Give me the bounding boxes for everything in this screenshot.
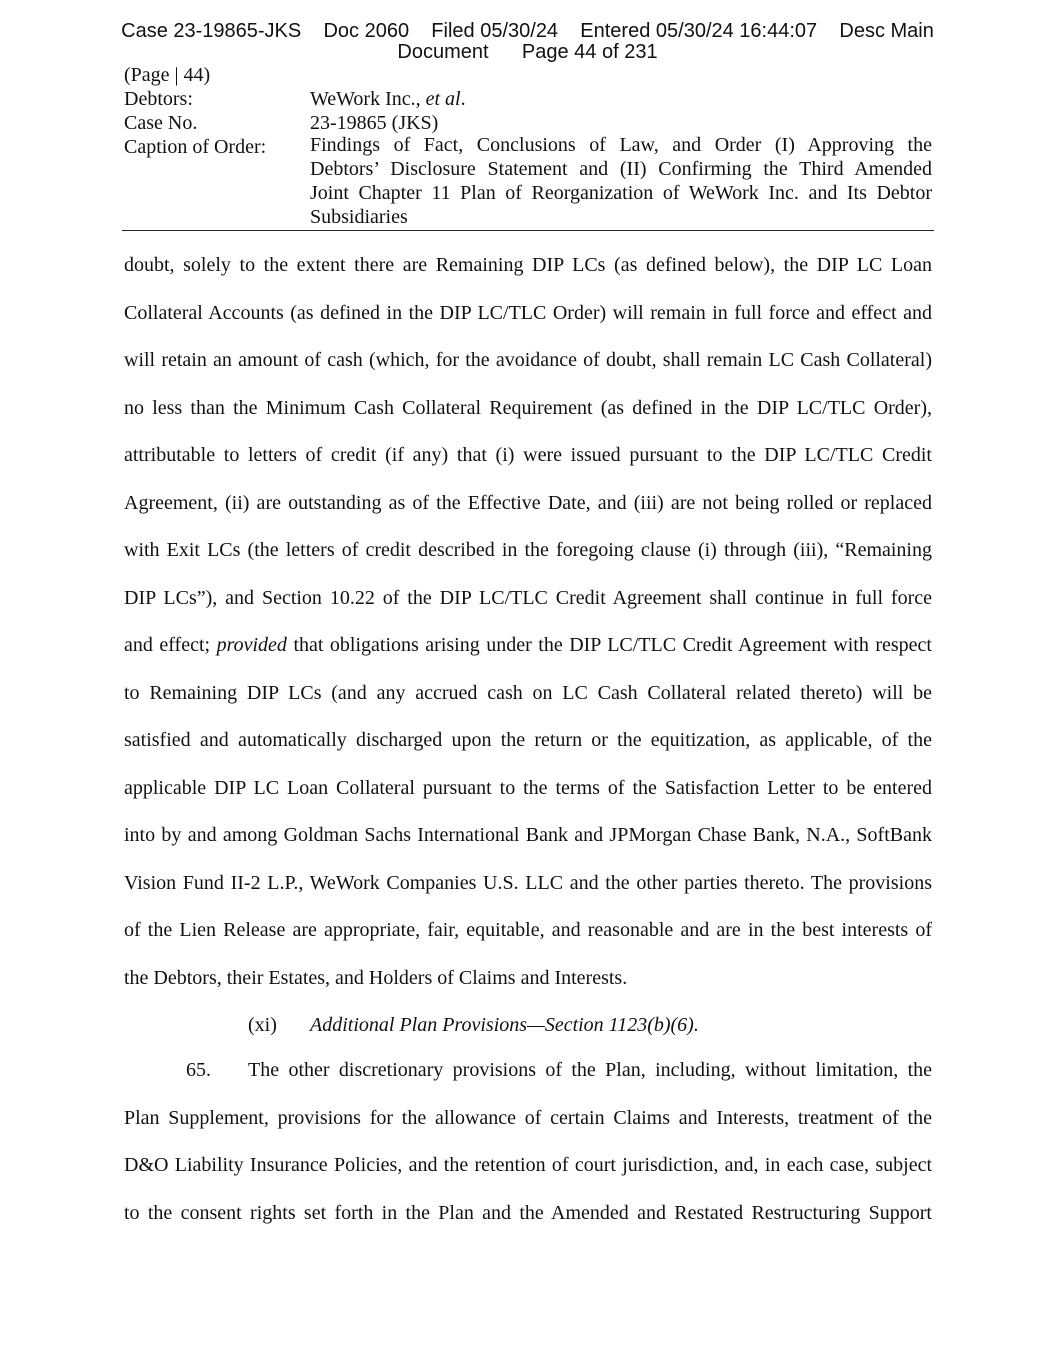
- body-line: with Exit LCs (the letters of credit described in the foregoing clause (i) through (iii), “Remaining: [124, 539, 932, 561]
- body-line: Collateral Accounts (as defined in the DIP LC/TLC Order) will remain in full force and effect and: [124, 301, 932, 324]
- caption-line: Joint Chapter 11 Plan of Reorganization of WeWork Inc. and Its Debtor: [310, 182, 932, 204]
- paragraph-number: 65.: [186, 1059, 211, 1081]
- paragraph-65-first-line: 65. The other discretionary provisions of the Plan, including, without limitation, the: [124, 1058, 932, 1106]
- caption-line: Subsidiaries: [310, 206, 408, 228]
- body-line: applicable DIP LC Loan Collateral pursuant to the terms of the Satisfaction Letter to be entered: [124, 776, 932, 799]
- body-line: DIP LCs”), and Section 10.22 of the DIP LC/TLC Credit Agreement shall continue in full force: [124, 586, 932, 609]
- body-line: to Remaining DIP LCs (and any accrued cash on LC Cash Collateral related thereto) will be: [124, 681, 932, 704]
- case-no-label: Case No.: [124, 112, 198, 134]
- body-line: into by and among Goldman Sachs International Bank and JPMorgan Chase Bank, N.A., SoftBank: [124, 824, 932, 846]
- paragraph-65: [124, 1058, 932, 1248]
- body-line: will retain an amount of cash (which, for the avoidance of doubt, shall remain LC Cash Collateral): [124, 349, 932, 371]
- court-filing-stamp-line1: Case 23-19865-JKS Doc 2060 Filed 05/30/24 Entered 05/30/24 16:44:07 Desc Main: [121, 20, 934, 42]
- body-paragraph-continuation: [124, 253, 932, 1013]
- body-line: no less than the Minimum Cash Collateral Requirement (as defined in the DIP LC/TLC Order),: [124, 396, 932, 419]
- body-line: the Debtors, their Estates, and Holders of Claims and Interests.: [124, 966, 628, 989]
- caption-of-order: [310, 133, 932, 229]
- section-heading: [248, 1014, 699, 1037]
- body-line: Plan Supplement, provisions for the allowance of certain Claims and Interests, treatment of the: [124, 1106, 932, 1129]
- header-rule: [122, 230, 934, 231]
- case-no-value: 23-19865 (JKS): [310, 112, 439, 134]
- page-reference: (Page | 44): [124, 64, 211, 86]
- body-line: attributable to letters of credit (if any) that (i) were issued pursuant to the DIP LC/TLC Credit: [124, 444, 932, 466]
- body-line: D&O Liability Insurance Policies, and the retention of court jurisdiction, and, in each case, subject: [124, 1154, 932, 1176]
- body-line: doubt, solely to the extent there are Remaining DIP LCs (as defined below), the DIP LC Loan: [124, 254, 932, 276]
- debtors-label: Debtors:: [124, 88, 193, 110]
- section-title: Additional Plan Provisions—Section 1123(b)(6).: [310, 1014, 699, 1036]
- caption-label: Caption of Order:: [124, 136, 267, 158]
- body-line: Agreement, (ii) are outstanding as of the Effective Date, and (iii) are not being rolled or replaced: [124, 491, 932, 514]
- debtors-value: WeWork Inc., et al.: [310, 88, 466, 110]
- body-line: of the Lien Release are appropriate, fair, equitable, and reasonable and are in the best interests of: [124, 919, 932, 941]
- body-line: to the consent rights set forth in the Plan and the Amended and Restated Restructuring Support: [124, 1201, 932, 1224]
- body-line: satisfied and automatically discharged upon the return or the equitization, as applicable, of the: [124, 729, 932, 751]
- body-line-provided: and effect; provided that obligations arising under the DIP LC/TLC Credit Agreement with respect: [124, 634, 932, 656]
- caption-line: Findings of Fact, Conclusions of Law, and Order (I) Approving the: [310, 134, 932, 156]
- body-line: Vision Fund II-2 L.P., WeWork Companies U.S. LLC and the other parties thereto. The provisions: [124, 871, 932, 894]
- court-filing-stamp-line2: Document Page 44 of 231: [397, 41, 658, 63]
- caption-line: Debtors’ Disclosure Statement and (II) Confirming the Third Amended: [310, 158, 932, 180]
- section-number: (xi): [248, 1014, 277, 1036]
